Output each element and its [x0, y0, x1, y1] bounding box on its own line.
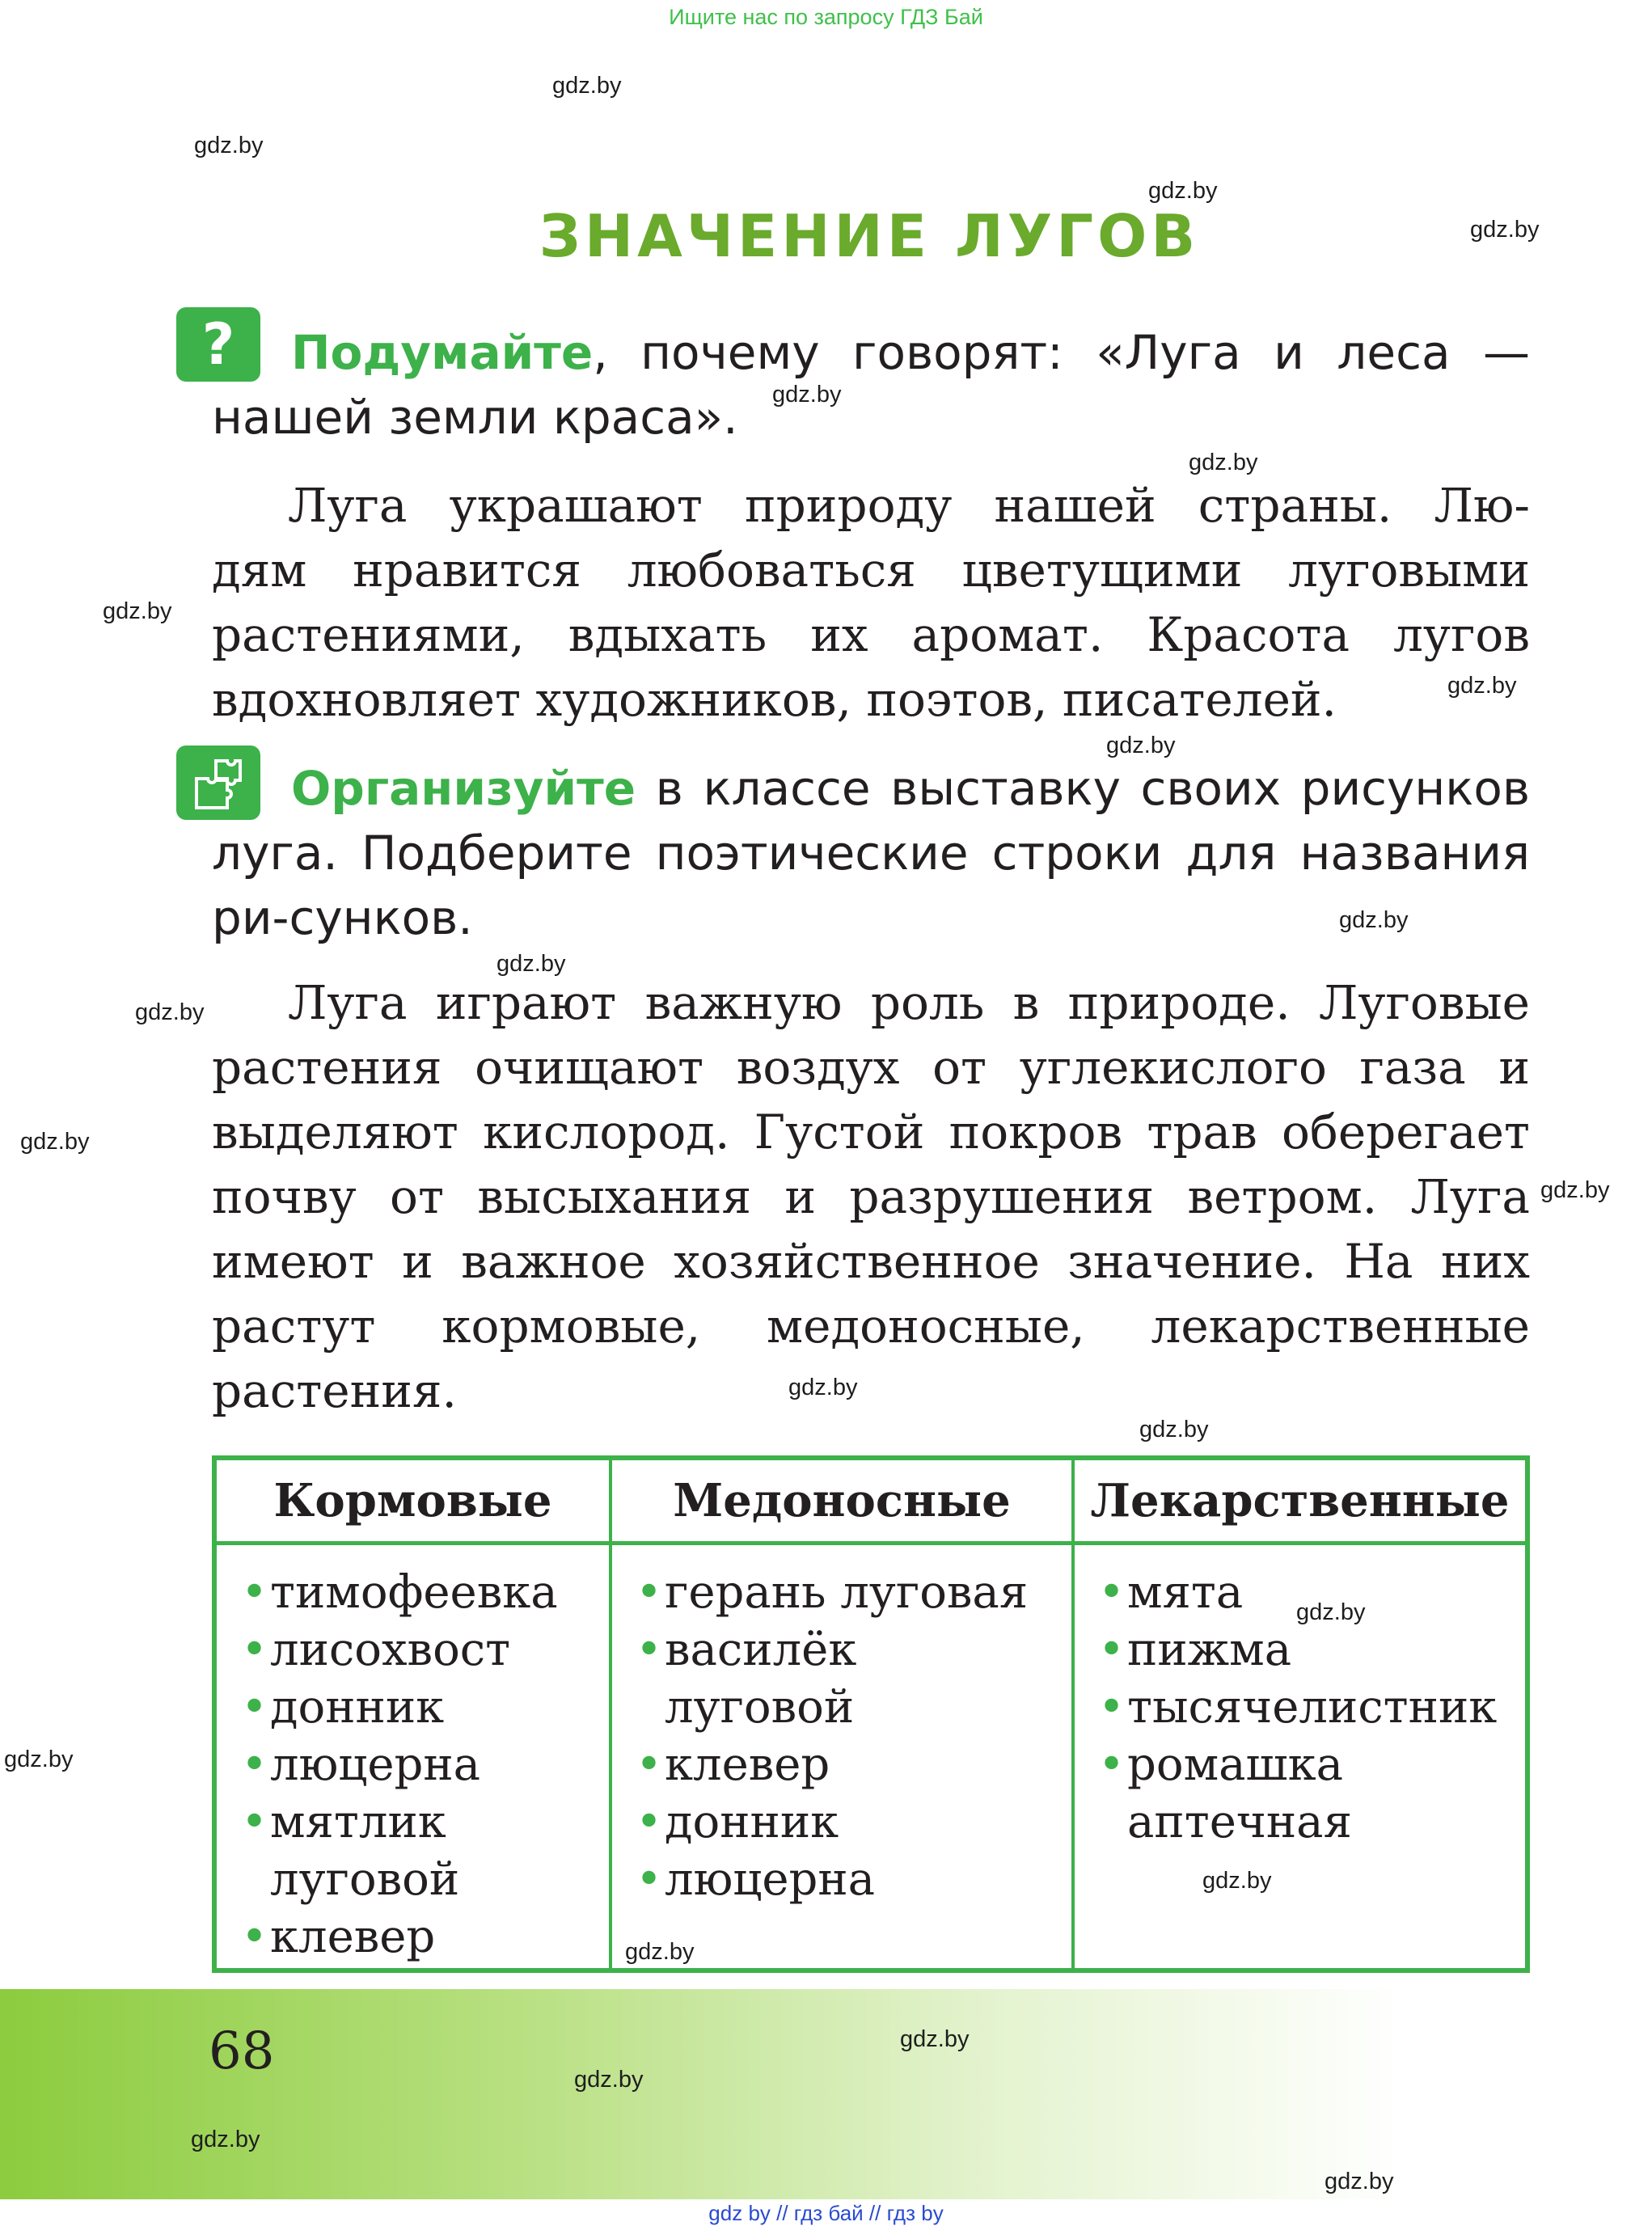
list-item-continuation: луговой	[665, 1681, 855, 1734]
watermark: gdz.by	[1339, 907, 1409, 933]
plants-table	[212, 1455, 1530, 1973]
paragraph-line: дям нравится любоваться цветущими луговыми	[212, 543, 1530, 598]
task-think-lead: Подумайте	[291, 325, 594, 380]
watermark: gdz.by	[103, 598, 172, 624]
question-icon: ?	[176, 307, 260, 382]
paragraph-line: Луга украшают природу нашей страны. Лю-	[288, 478, 1530, 533]
list-item: • ромашка	[1098, 1736, 1497, 1793]
watermark: gdz.by	[574, 2067, 644, 2093]
list-item: • герань луговая	[636, 1564, 1028, 1621]
watermark: gdz.by	[1202, 1868, 1272, 1894]
task-organize-text: в классе выставку своих рисунков луга. Подберите поэтические строки для названия ри-сунков.	[212, 761, 1530, 945]
paragraph-line: растут кормовые, медоносные, лекарственные	[212, 1299, 1530, 1354]
list-item: • донник	[241, 1679, 558, 1736]
watermark: gdz.by	[4, 1747, 74, 1772]
list-item: • люцерна	[636, 1851, 1028, 1908]
list-item: • клевер	[241, 1908, 558, 1966]
watermark: gdz.by	[194, 133, 264, 158]
bottom-banner: gdz by // гдз бай // гдз by	[708, 2201, 944, 2225]
paragraph-line: вдохновляет художников, поэтов, писателей.	[212, 672, 1337, 727]
page-number: 68	[209, 2021, 275, 2081]
watermark: gdz.by	[1447, 673, 1517, 699]
watermark: gdz.by	[625, 1939, 695, 1965]
table-header-fodder: Кормовые	[273, 1474, 552, 1527]
list-item: • мятлик	[241, 1793, 558, 1851]
paragraph-role	[212, 970, 1530, 1423]
table-column-honey	[636, 1564, 1028, 1908]
top-banner: Ищите нас по запросу ГДЗ Бай	[669, 5, 983, 29]
watermark: gdz.by	[191, 2127, 260, 2152]
watermark: gdz.by	[552, 73, 622, 99]
list-item-continuation: аптечная	[1127, 1796, 1352, 1848]
list-item: • василёк	[636, 1621, 1028, 1679]
table-header-medicinal: Лекарственные	[1090, 1474, 1510, 1527]
watermark: gdz.by	[1189, 450, 1258, 475]
list-item: • мята	[1098, 1564, 1497, 1621]
page-title: ЗНАЧЕНИЕ ЛУГОВ	[539, 202, 1200, 270]
list-item: • донник	[636, 1793, 1028, 1851]
task-organize	[212, 756, 1530, 950]
watermark: gdz.by	[1106, 733, 1176, 758]
paragraph-line: Луга играют важную роль в природе. Луговые	[288, 975, 1530, 1030]
watermark: gdz.by	[1325, 2169, 1394, 2194]
list-item: • пижма	[1098, 1621, 1497, 1679]
watermark: gdz.by	[1139, 1417, 1209, 1442]
list-item: • тысячелистник	[1098, 1679, 1497, 1736]
watermark: gdz.by	[1540, 1177, 1610, 1203]
watermark: gdz.by	[1470, 217, 1540, 243]
table-column-fodder	[241, 1564, 558, 1966]
list-item: • лисохвост	[241, 1621, 558, 1679]
watermark: gdz.by	[772, 382, 842, 408]
watermark: gdz.by	[135, 999, 205, 1025]
watermark: gdz.by	[1148, 178, 1218, 204]
paragraph-line: растениями, вдыхать их аромат. Красота лугов	[212, 607, 1530, 662]
watermark: gdz.by	[1296, 1599, 1366, 1625]
list-item: • клевер	[636, 1736, 1028, 1793]
table-header-honey: Медоносные	[673, 1474, 1011, 1527]
paragraph-line: растения.	[212, 1363, 457, 1418]
task-think	[212, 320, 1530, 450]
footer-background	[0, 1989, 1652, 2199]
watermark: gdz.by	[20, 1129, 90, 1155]
paragraph-line: выделяют кислород. Густой покров трав оберегает	[212, 1105, 1530, 1159]
table-header-divider	[217, 1541, 1525, 1545]
paragraph-line: имеют и важное хозяйственное значение. На них	[212, 1234, 1530, 1289]
list-item: • тимофеевка	[241, 1564, 558, 1621]
task-organize-lead: Организуйте	[291, 761, 636, 816]
list-item: • люцерна	[241, 1736, 558, 1793]
list-item-continuation: луговой	[270, 1853, 460, 1906]
watermark: gdz.by	[496, 951, 566, 977]
watermark: gdz.by	[900, 2026, 970, 2052]
task-think-text: , почему говорят: «Луга и леса — нашей земли краса».	[212, 325, 1530, 445]
paragraph-line: почву от высыхания и разрушения ветром. Луга	[212, 1169, 1530, 1224]
paragraph-line: растения очищают воздух от углекислого газа и	[212, 1040, 1530, 1095]
paragraph-beauty	[212, 473, 1530, 732]
watermark: gdz.by	[788, 1375, 858, 1400]
